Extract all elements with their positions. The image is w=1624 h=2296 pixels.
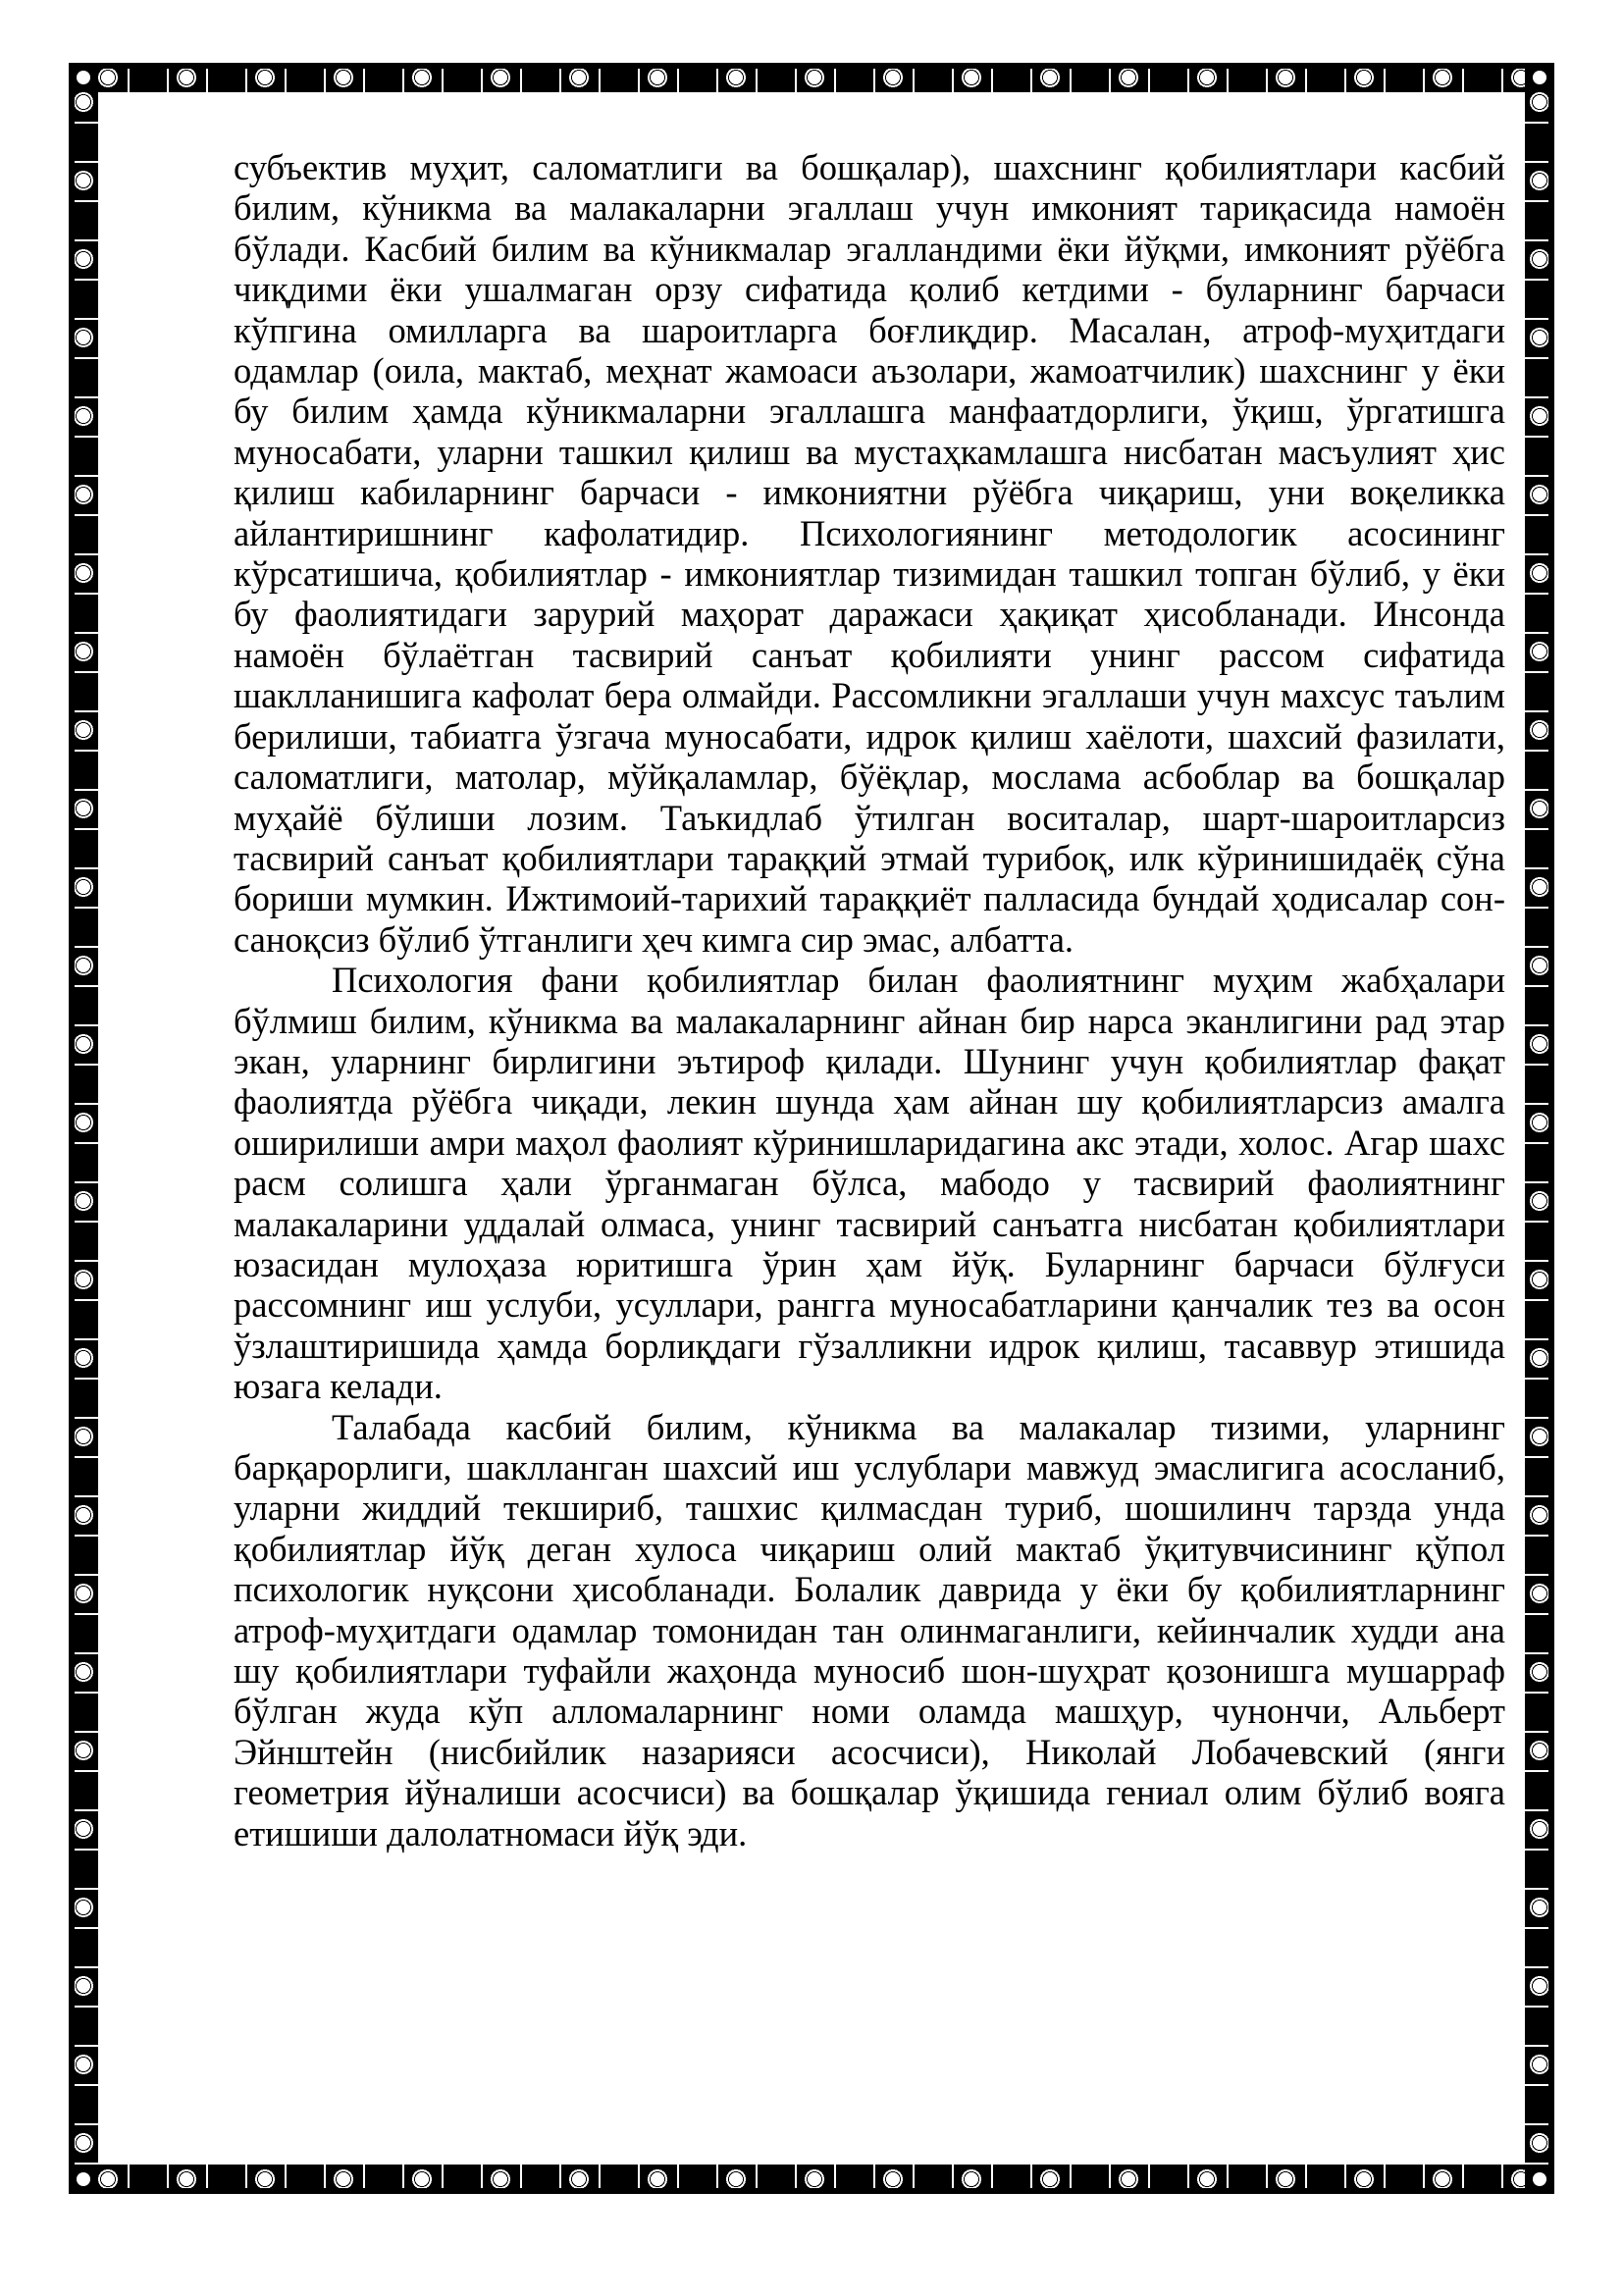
document-body <box>234 147 1505 1853</box>
paragraph-2: Психология фани қобилиятлар билан фаолиятнинг муҳим жабҳалари бўлмиш билим, кўникма ва малакаларнинг айнан бир нарса эканлигини рад этар экан, уларнинг бирлигини эътироф қилади. Шунинг учун қобилиятлар фақат фаолиятда рўёбга чиқади, лекин шунда ҳам айнан шу қобилиятларсиз амалга оширилиши амри маҳол фаолият кўринишларидагина акс этади, холос. Агар шахс расм солишга ҳали ўрганмаган бўлса, мабодо у тасвирий фаолиятнинг малакаларини уддалай олмаса, унинг тасвирий санъатга нисбатан қобилиятлари юзасидан мулоҳаза юритишга ўрин ҳам йўқ. Буларнинг барчаси бўлғуси рассомнинг иш услуби, усуллари, рангга муносабатларини қанчалик тез ва осон ўзлаштиришида ҳамда борлиқдаги гўзалликни идрок қилиш, тасаввур этишида юзага келади. <box>234 960 1505 1407</box>
paragraph-3: Талабада касбий билим, кўникма ва малакалар тизими, уларнинг барқарорлиги, шаклланган шахсий иш услублари мавжуд эмаслигига асосланиб, уларни жиддий текшириб, ташхис қилмасдан туриб, шошилинч тарзда унда қобилиятлар йўқ деган хулоса чиқариш олий мактаб ўқитувчисининг қўпол психологик нуқсони ҳисобланади. Болалик даврида у ёки бу қобилиятларнинг атроф-муҳитдаги одамлар томонидан тан олинмаганлиги, кейинчалик худди ана шу қобилиятлари туфайли жаҳонда муносиб шон-шуҳрат қозонишга мушарраф бўлган жуда кўп алломаларнинг номи оламда машҳур, чунончи, Альберт Эйнштейн (нисбийлик назарияси асосчиси), Николай Лобачевский (янги геометрия йўналиши асосчиси) ва бошқалар ўқишида гениал олим бўлиб вояга етишиши далолатномаси йўқ эди. <box>234 1406 1505 1853</box>
paragraph-1: субъектив муҳит, саломатлиги ва бошқалар), шахснинг қобилиятлари касбий билим, кўникма ва малакаларни эгаллаш учун имконият тариқасида намоён бўлади. Касбий билим ва кўникмалар эгалландими ёки йўқми, имконият рўёбга чиқдими ёки ушалмаган орзу сифатида қолиб кетдими - буларнинг барчаси кўпгина омилларга ва шароитларга боғлиқдир. Масалан, атроф-муҳитдаги одамлар (оила, мактаб, меҳнат жамоаси аъзолари, жамоатчилик) шахснинг у ёки бу билим ҳамда кўникмаларни эгаллашга манфаатдорлиги, ўқиш, ўргатишга муносабати, уларни ташкил қилиш ва мустаҳкамлашга нисбатан масъулият ҳис қилиш кабиларнинг барчаси - имкониятни рўёбга чиқариш, уни воқеликка айлантиришнинг кафолатидир. Психологиянинг методологик асосининг кўрсатишича, қобилиятлар - имкониятлар тизимидан ташкил топган бўлиб, у ёки бу фаолиятидаги зарурий маҳорат даражаси ҳақиқат ҳисобланади. Инсонда намоён бўлаётган тасвирий санъат қобилияти унинг рассом сифатида шаклланишига кафолат бера олмайди. Рассомликни эгаллаши учун махсус таълим берилиши, табиатга ўзгача муносабати, идрок қилиш хаёлоти, шахсий фазилати, саломатлиги, матолар, мўйқаламлар, бўёқлар, мослама асбоблар ва бошқалар муҳайё бўлиши лозим. Таъкидлаб ўтилган воситалар, шарт-шароитларсиз тасвирий санъат қобилиятлари тараққий этмай турибоқ, илк кўринишидаёқ сўна бориши мумкин. Ижтимоий-тарихий тараққиёт палласида бундай ҳодисалар сон-саноқсиз бўлиб ўтганлиги ҳеч кимга сир эмас, албатта. <box>234 147 1505 960</box>
border-corner-top-right <box>1525 63 1554 92</box>
border-corner-bottom-right <box>1525 2165 1554 2194</box>
border-corner-bottom-left <box>69 2165 98 2194</box>
border-corner-top-left <box>69 63 98 92</box>
